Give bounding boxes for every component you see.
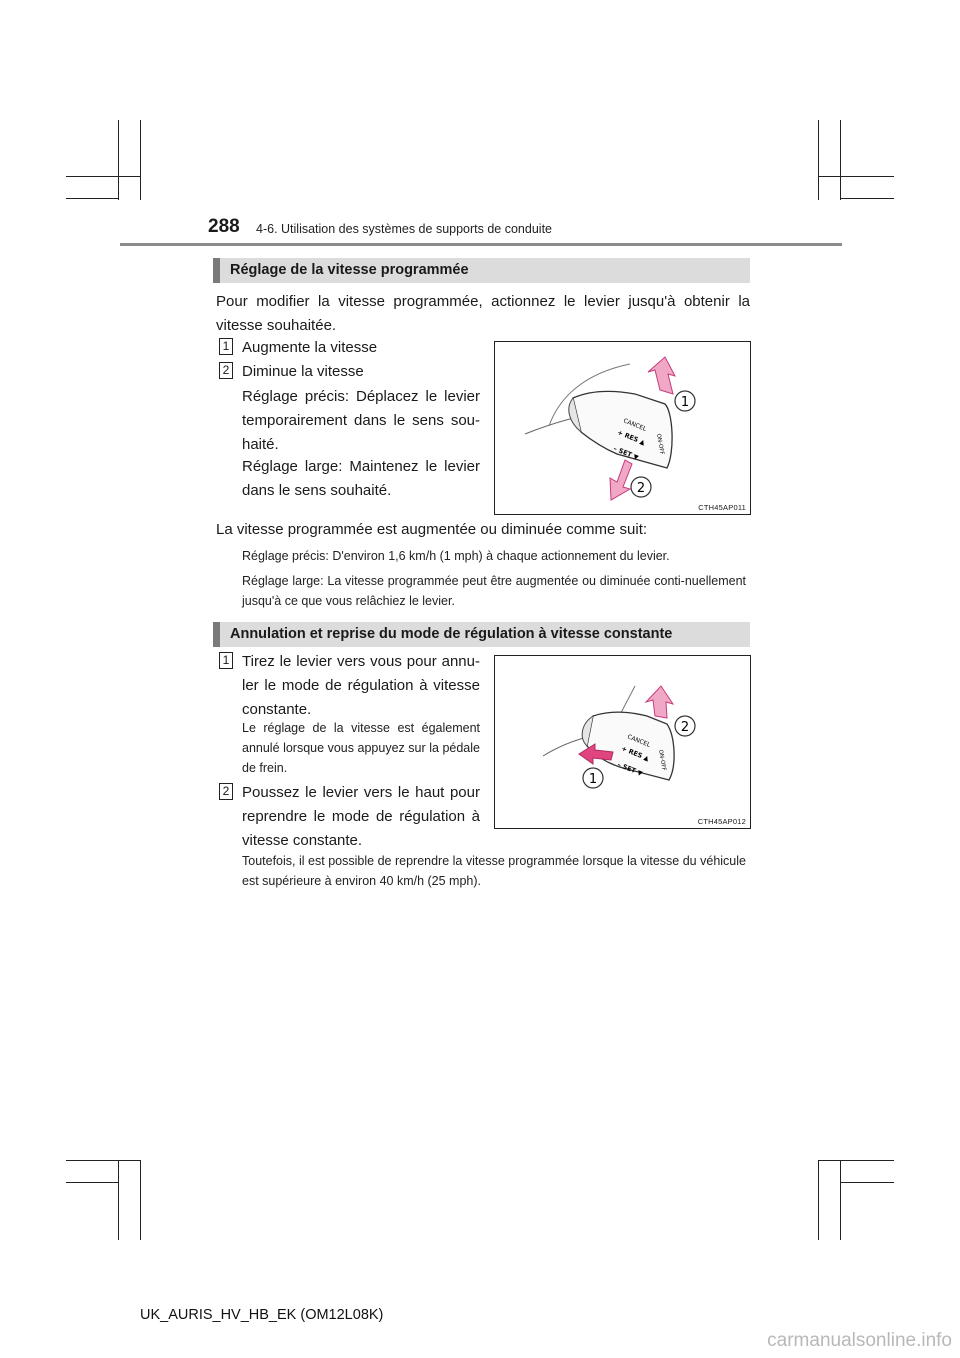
- lever-set-label: – SET ▼: [616, 760, 644, 778]
- callout-number: 1: [219, 652, 233, 669]
- decrease-arrow-icon: [610, 460, 632, 500]
- cruise-lever-drawing: [495, 342, 750, 514]
- figure-callout: 2: [680, 720, 690, 735]
- watermark: carmanualsonline.info: [767, 1330, 952, 1351]
- crop-mark: [840, 120, 841, 200]
- document-code: UK_AURIS_HV_HB_EK (OM12L08K): [140, 1307, 384, 1323]
- list-item-text: Poussez le levier vers le haut pour reprendre le mode de régulation à vitesse constante.: [242, 784, 480, 849]
- list-item-text: Tirez le levier vers vous pour annu-ler le mode de régulation à vitesse constante.: [242, 653, 480, 718]
- list-item-text: Diminue la vitesse: [242, 363, 364, 380]
- section-intro: Pour modifier la vitesse programmée, actionnez le levier jusqu'à obtenir la vitesse souhaitée.: [216, 293, 750, 334]
- fine-adjust-text: Réglage précis: Déplacez le levier temporairement dans le sens sou-haité.: [242, 388, 480, 453]
- page-number: 288: [208, 216, 240, 237]
- callout-number: 2: [219, 783, 233, 800]
- summary-text: La vitesse programmée est augmentée ou diminuée comme suit:: [216, 521, 648, 538]
- lever-cancel-label: CANCEL: [622, 417, 648, 433]
- crop-mark: [66, 176, 140, 177]
- lever-onoff-label: ON-OFF: [655, 433, 665, 456]
- crop-mark: [118, 120, 119, 200]
- cruise-lever-drawing: [495, 656, 750, 828]
- note-fine: Réglage précis: D'environ 1,6 km/h (1 mph) à chaque actionnement du levier.: [242, 549, 670, 563]
- note-large: Réglage large: La vitesse programmée peut être augmentée ou diminuée conti-nuellement jusqu'à ce que vous relâchiez le levier.: [242, 574, 746, 608]
- crop-mark: [818, 1160, 894, 1161]
- note-brake: Le réglage de la vitesse est également annulé lorsque vous appuyez sur la pédale de frein.: [242, 721, 480, 775]
- section-title: Annulation et reprise du mode de régulation à vitesse constante: [230, 626, 673, 642]
- crop-mark: [840, 1160, 841, 1240]
- crop-mark: [840, 1182, 894, 1183]
- crop-mark: [818, 120, 819, 200]
- crop-mark: [840, 198, 894, 199]
- lever-illustration: [494, 341, 751, 515]
- section-heading: [213, 622, 750, 647]
- lever-res-label: + RES ▲: [616, 428, 647, 447]
- lever-illustration: [494, 655, 751, 829]
- figure-callout: 2: [636, 481, 646, 496]
- header-rule: [120, 243, 842, 246]
- figure-callout: 1: [588, 772, 598, 787]
- note-resume: Toutefois, il est possible de reprendre la vitesse programmée lorsque la vitesse du véhicule est supérieure à environ 40 km/h (25 mph).: [242, 854, 746, 888]
- crop-mark: [140, 120, 141, 200]
- callout-number: 1: [219, 338, 233, 355]
- lever-set-label: – SET ▼: [612, 444, 640, 462]
- list-item-text: Augmente la vitesse: [242, 339, 378, 356]
- crop-mark: [818, 1160, 819, 1240]
- crop-mark: [66, 1182, 118, 1183]
- crop-mark: [118, 1160, 119, 1240]
- section-title: Réglage de la vitesse programmée: [230, 262, 469, 278]
- lever-res-label: + RES ▲: [620, 744, 651, 763]
- callout-number: 2: [219, 362, 233, 379]
- increase-arrow-icon: [648, 357, 675, 394]
- running-title: 4-6. Utilisation des systèmes de supports de conduite: [256, 222, 552, 236]
- crop-mark: [140, 1160, 141, 1240]
- crop-mark: [66, 1160, 140, 1161]
- lever-cancel-label: CANCEL: [626, 733, 652, 749]
- coarse-adjust-text: Réglage large: Maintenez le levier dans le sens souhaité.: [242, 458, 480, 499]
- crop-mark: [818, 176, 894, 177]
- figure-callout: 1: [680, 395, 690, 410]
- crop-mark: [66, 198, 118, 199]
- resume-arrow-icon: [646, 686, 673, 718]
- section-heading: [213, 258, 750, 283]
- figure-code: CTH45AP011: [698, 503, 746, 512]
- lever-onoff-label: ON-OFF: [657, 749, 667, 772]
- figure-code: CTH45AP012: [697, 817, 746, 826]
